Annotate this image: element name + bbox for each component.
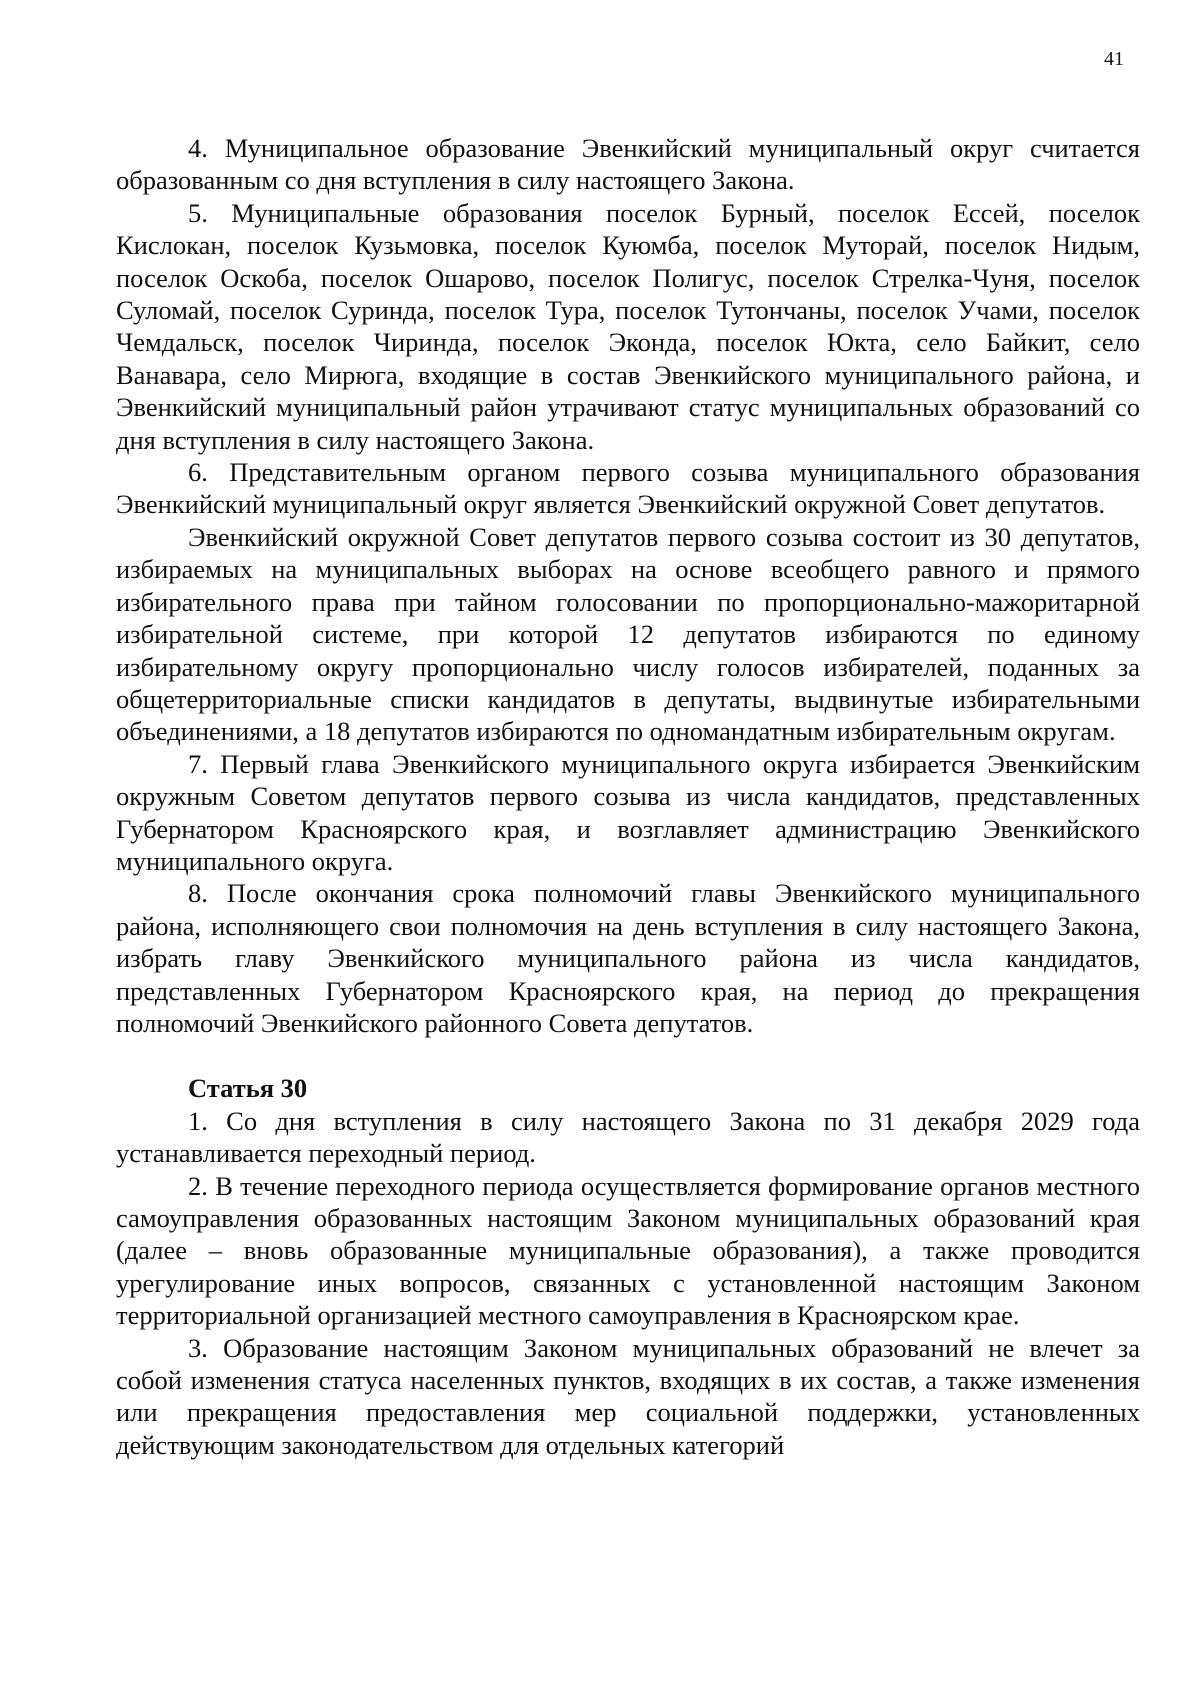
page-number: 41 [1104, 48, 1124, 70]
paragraph-6: 6. Представительным органом первого созыва муниципального образования Эвенкийский муниципальный округ является Эвенкийский окружной Совет депутатов. [116, 457, 1140, 520]
document-body [116, 132, 1140, 1461]
article-30-paragraph-3: 3. Образование настоящим Законом муниципальных образований не влечет за собой изменения статуса населенных пунктов, входящих в их состав, а также изменения или прекращения предоставления мер социальной поддержки, установленных действующим законодательством для отдельных категорий [116, 1332, 1140, 1460]
paragraph-7: 7. Первый глава Эвенкийского муниципального округа избирается Эвенкийским окружным Советом депутатов первого созыва из числа кандидатов, представленных Губернатором Красноярского края, и возглавляет администрацию Эвенкийского муниципального округа. [116, 748, 1140, 876]
paragraph-4: 4. Муниципальное образование Эвенкийский муниципальный округ считается образованным со дня вступления в силу настоящего Закона. [116, 133, 1140, 196]
paragraph-5: 5. Муниципальные образования поселок Бурный, поселок Ессей, поселок Кислокан, поселок Кузьмовка, поселок Куюмба, поселок Муторай, поселок Нидым, поселок Оскоба, поселок Ошарово, поселок Полигус, поселок Стрелка-Чуня, поселок Суломай, поселок Суринда, поселок Тура, поселок Тутончаны, поселок Учами, поселок Чемдальск, поселок Чиринда, поселок Эконда, поселок Юкта, село Байкит, село Ванавара, село Мирюга, входящие в состав Эвенкийского муниципального района, и Эвенкийский муниципальный район утрачивают статус муниципальных образований со дня вступления в силу настоящего Закона. [116, 197, 1140, 455]
paragraph-6-council: Эвенкийский окружной Совет депутатов первого созыва состоит из 30 депутатов, избираемых на муниципальных выборах на основе всеобщего равного и прямого избирательного права при тайном голосовании по пропорционально-мажоритарной избирательной системе, при которой 12 депутатов избираются по единому избирательному округу пропорционально числу голосов избирателей, поданных за общетерриториальные списки кандидатов в депутаты, выдвинутые избирательными объединениями, а 18 депутатов избираются по одномандатным избирательным округам. [116, 521, 1140, 747]
article-30-paragraph-1: 1. Со дня вступления в силу настоящего Закона по 31 декабря 2029 года устанавливается переходный период. [116, 1105, 1140, 1169]
article-30-paragraph-2: 2. В течение переходного периода осуществляется формирование органов местного самоуправления образованных настоящим Законом муниципальных образований края (далее – вновь образованные муниципальные образования), а также проводится урегулирование иных вопросов, связанных с установленной настоящим Законом территориальной организацией местного самоуправления в Красноярском крае. [116, 1170, 1140, 1331]
paragraph-8: 8. После окончания срока полномочий главы Эвенкийского муниципального района, исполняющего свои полномочия на день вступления в силу настоящего Закона, избрать главу Эвенкийского муниципального района из числа кандидатов, представленных Губернатором Красноярского края, на период до прекращения полномочий Эвенкийского районного Совета депутатов. [116, 878, 1140, 1038]
article-30-heading: Статья 30 [188, 1073, 308, 1104]
